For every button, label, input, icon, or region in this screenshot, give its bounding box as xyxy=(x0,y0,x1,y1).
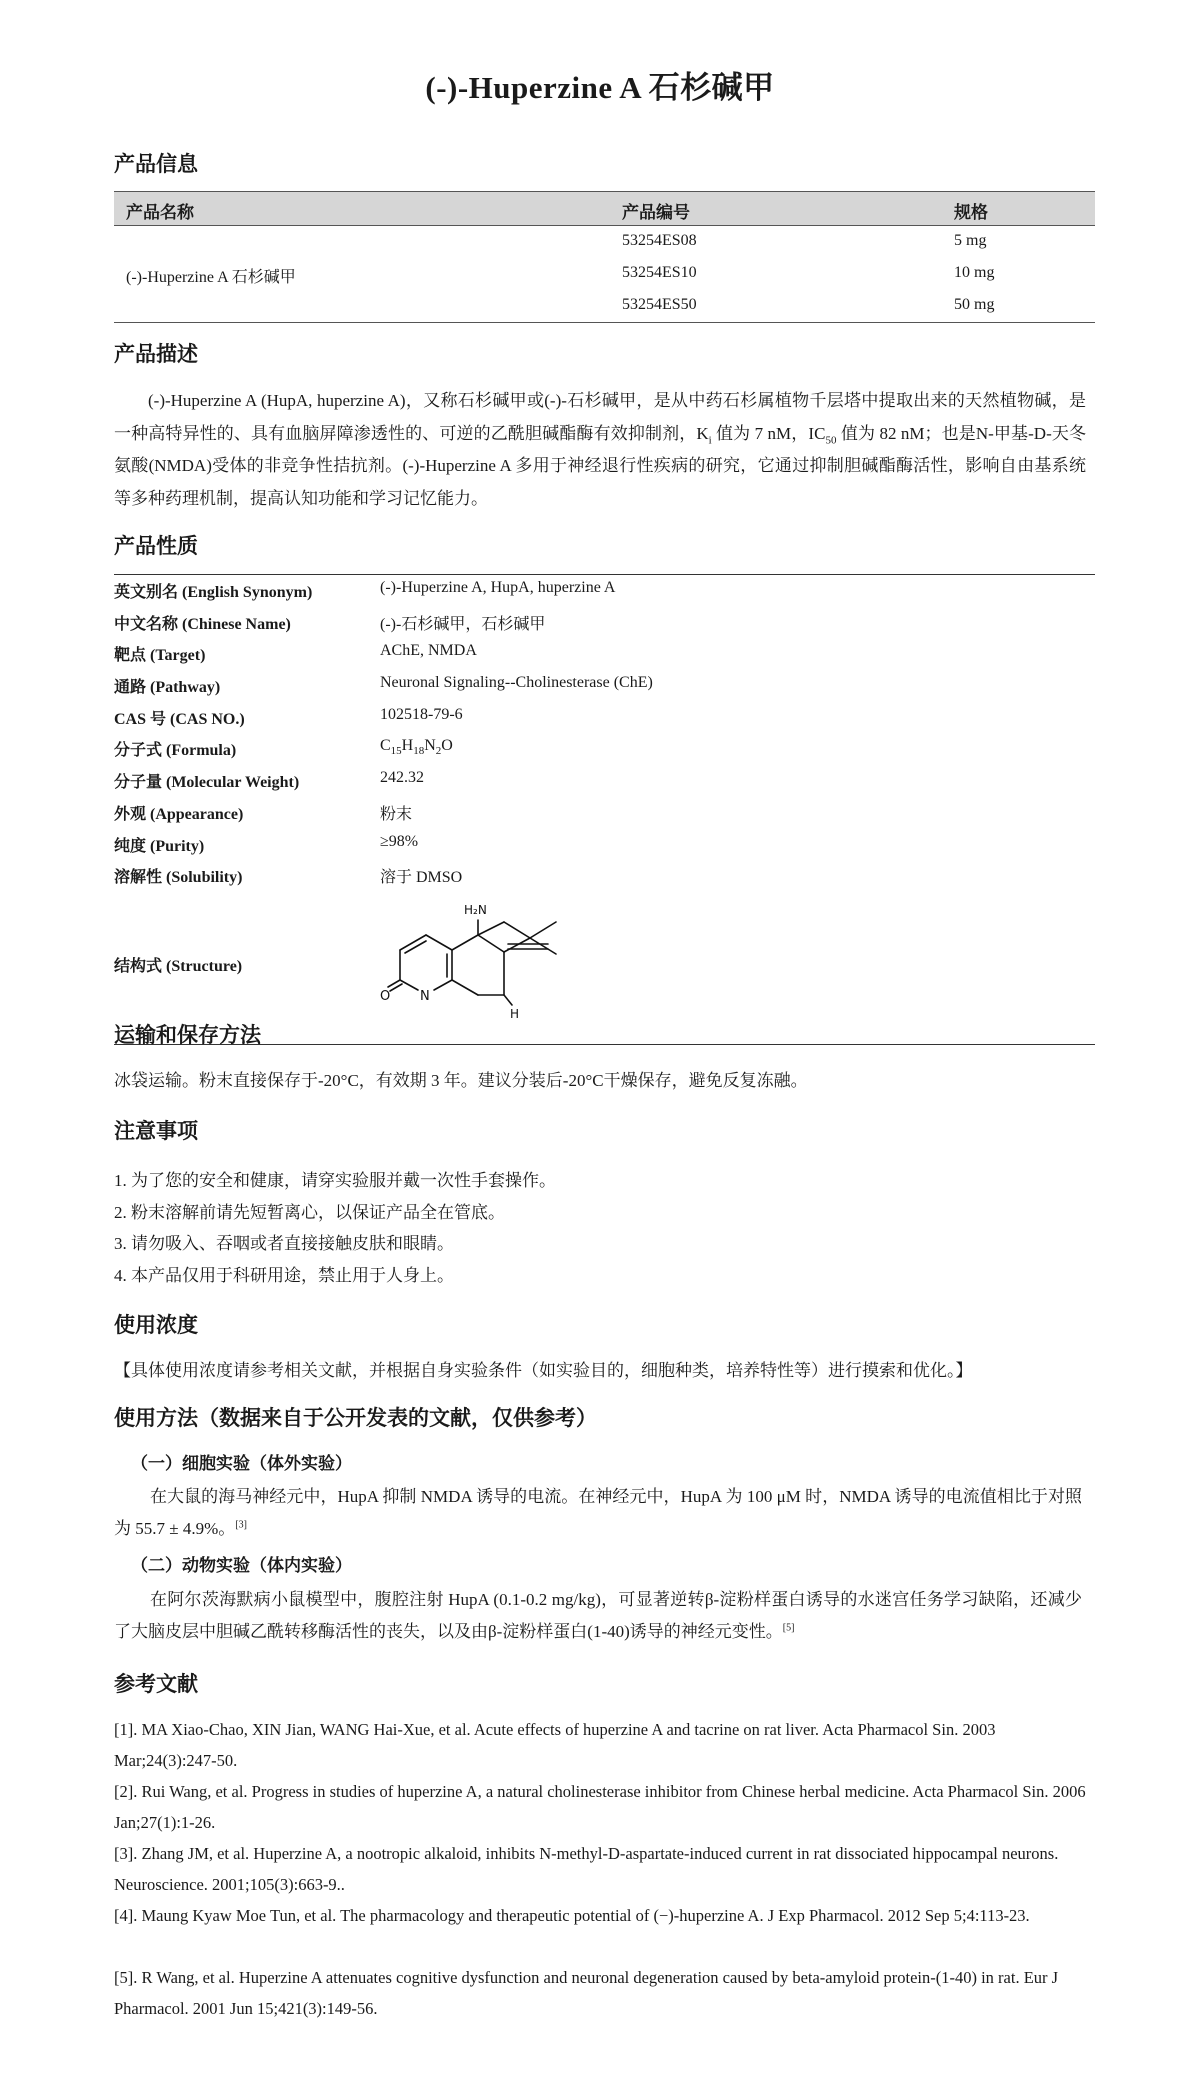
table-row xyxy=(114,575,1095,607)
table-row xyxy=(114,670,1095,702)
product-info-table xyxy=(114,191,1095,323)
col-header-code: 产品编号 xyxy=(622,203,690,222)
property-value: ≥98% xyxy=(380,832,419,850)
table-row xyxy=(114,797,1095,829)
property-value: 242.32 xyxy=(380,769,424,787)
table-row xyxy=(114,829,1095,861)
storage-heading: 运输和保存方法 xyxy=(114,1023,261,1047)
table-row xyxy=(114,765,1095,797)
property-value: 102518-79-6 xyxy=(380,705,463,723)
property-value: 溶于 DMSO xyxy=(380,869,463,887)
property-key: 中文名称 (Chinese Name) xyxy=(114,615,291,633)
table-row xyxy=(114,607,1095,639)
animal-experiment-title: （二）动物实验（体内实验） xyxy=(131,1556,352,1575)
product-info-heading: 产品信息 xyxy=(114,152,198,176)
concentration-heading: 使用浓度 xyxy=(114,1313,198,1337)
product-name-cell: (-)-Huperzine A 石杉碱甲 xyxy=(126,269,296,286)
property-key: 分子量 (Molecular Weight) xyxy=(114,774,300,792)
reference-item: [3]. Zhang JM, et al. Huperzine A, a nootropic alkaloid, inhibits N-methyl-D-aspartate-induced current in rat dissociated hippocampal neurons. Neuroscience. 2001;105(3):663-9.. xyxy=(114,1844,1059,1894)
product-code-cell: 53254ES10 xyxy=(622,264,697,281)
property-key: CAS 号 (CAS NO.) xyxy=(114,710,245,728)
product-spec-cell: 5 mg xyxy=(954,232,987,249)
description-heading: 产品描述 xyxy=(114,342,198,366)
storage-text: 冰袋运输。粉末直接保存于-20°C，有效期 3 年。建议分装后-20°C干燥保存，避免反复冻融。 xyxy=(114,1071,808,1090)
col-header-spec: 规格 xyxy=(954,203,988,222)
document-title: (-)-Huperzine A 石杉碱甲 xyxy=(425,70,775,105)
ic50-subscript: 50 xyxy=(825,433,837,446)
table-row xyxy=(114,892,1095,1044)
list-item: 3. 请勿吸入、吞咽或者直接接触皮肤和眼睛。 xyxy=(114,1234,454,1253)
property-value: AChE, NMDA xyxy=(380,642,477,660)
property-value: (-)-石杉碱甲，石杉碱甲 xyxy=(380,615,546,633)
property-key: 英文别名 (English Synonym) xyxy=(114,584,313,601)
property-key: 通路 (Pathway) xyxy=(114,679,221,697)
reference-item: [5]. R Wang, et al. Huperzine A attenuates cognitive dysfunction and neuronal degeneration caused by beta-amyloid protein-(1-40) in rat. Eur J Pharmacol. 2001 Jun 15;421(3):149-56. xyxy=(114,1968,1059,2018)
product-code-cell: 53254ES50 xyxy=(622,296,697,313)
product-info-header-row xyxy=(114,191,1095,226)
col-header-name: 产品名称 xyxy=(126,203,194,222)
list-item: 2. 粉末溶解前请先短暂离心，以保证产品全在管底。 xyxy=(114,1203,505,1222)
reference-item: [1]. MA Xiao-Chao, XIN Jian, WANG Hai-Xue, et al. Acute effects of huperzine A and tacrine on rat liver. Acta Pharmacol Sin. 2003 Mar;24(3):247-50. xyxy=(114,1720,996,1770)
oxygen-label: O xyxy=(380,988,391,1004)
ki-subscript: i xyxy=(708,433,712,446)
animal-experiment-text: 在阿尔茨海默病小鼠模型中，腹腔注射 HupA (0.1-0.2 mg/kg)，可显著逆转β-淀粉样蛋白诱导的水迷宫任务学习缺陷，还减少了大脑皮层中胆碱乙酰转移酶活性的丧失，以及由β-淀粉样蛋白(1-40)诱导的神经元变性。[5] xyxy=(114,1590,1082,1641)
description-text: 值为 82 nM；也是N-甲基-D-天冬氨酸(NMDA)受体的非竞争性拮抗剂。(-)-Huperzine A 多用于神经退行性疾病的研究，它通过抑制胆碱酯酶活性，影响自由基系统等多种药理机制，提高认知功能和学习记忆能力。 xyxy=(114,423,1086,508)
property-value: Neuronal Signaling--Cholinesterase (ChE) xyxy=(380,674,653,692)
list-item: 1. 为了您的安全和健康，请穿实验服并戴一次性手套操作。 xyxy=(114,1171,556,1190)
nitrogen-label: N xyxy=(420,988,430,1004)
hydrogen-label: H xyxy=(510,1006,520,1021)
property-key: 外观 (Appearance) xyxy=(114,805,244,823)
property-key: 结构式 (Structure) xyxy=(114,957,243,975)
cell-experiment-text: 在大鼠的海马神经元中，HupA 抑制 NMDA 诱导的电流。在神经元中，HupA 为 100 μM 时，NMDA 诱导的电流值相比于对照为 55.7 ± 4.9%。[3] xyxy=(114,1487,1082,1538)
list-item: 4. 本产品仅用于科研用途，禁止用于人身上。 xyxy=(114,1266,454,1285)
reference-item: [4]. Maung Kyaw Moe Tun, et al. The pharmacology and therapeutic potential of (−)-huperzine A. J Exp Pharmacol. 2012 Sep 5;4:113-23. xyxy=(114,1906,1030,1925)
property-key: 溶解性 (Solubility) xyxy=(114,869,243,887)
table-row xyxy=(114,702,1095,734)
table-row xyxy=(114,290,1095,322)
properties-table xyxy=(114,574,1095,1045)
product-spec-cell: 10 mg xyxy=(954,264,995,281)
properties-heading: 产品性质 xyxy=(114,534,198,558)
description-text: (-)-Huperzine A (HupA, huperzine A)，又称石杉碱甲或(-)-石杉碱甲，是从中药石杉属植物千层塔中提取出来的天然植物碱，是一种高特异性的、具有血脑屏障渗透性的、可逆的乙酰胆碱酯酶有效抑制剂，K xyxy=(114,391,1086,443)
citation-ref: [5] xyxy=(782,1622,795,1634)
table-row xyxy=(114,258,1095,290)
reference-item: [2]. Rui Wang, et al. Progress in studies of huperzine A, a natural cholinesterase inhibitor from Chinese herbal medicine. Acta Pharmacol Sin. 2006 Jan;27(1):1-26. xyxy=(114,1782,1086,1832)
usage-heading: 使用方法（数据来自于公开发表的文献，仅供参考） xyxy=(114,1406,597,1430)
notes-heading: 注意事项 xyxy=(114,1119,198,1143)
table-row xyxy=(114,226,1095,258)
property-key: 分子式 (Formula) xyxy=(114,742,237,760)
product-code-cell: 53254ES08 xyxy=(622,232,697,249)
product-info-body xyxy=(114,226,1095,323)
property-value: 粉末 xyxy=(380,805,413,823)
product-spec-cell: 50 mg xyxy=(954,296,995,313)
table-row xyxy=(114,733,1095,765)
concentration-text: 【具体使用浓度请参考相关文献，并根据自身实验条件（如实验目的，细胞种类，培养特性等）进行摸索和优化。】 xyxy=(114,1361,973,1380)
molecular-formula: $C_{15}H_{18}N_2O$ xyxy=(380,737,453,758)
property-key: 靶点 (Target) xyxy=(114,647,206,665)
chemical-structure-diagram xyxy=(380,892,620,1042)
table-row xyxy=(114,638,1095,670)
description-text: 值为 7 nM，IC xyxy=(711,423,826,443)
citation-ref: [3] xyxy=(235,1519,247,1531)
references-heading: 参考文献 xyxy=(114,1672,198,1696)
description-paragraph xyxy=(114,385,1086,515)
table-row xyxy=(114,860,1095,892)
amine-label: H₂N xyxy=(464,902,487,917)
cell-experiment-title: （一）细胞实验（体外实验） xyxy=(131,1454,352,1473)
property-key: 纯度 (Purity) xyxy=(114,837,205,855)
property-value: (-)-Huperzine A, HupA, huperzine A xyxy=(380,579,616,596)
